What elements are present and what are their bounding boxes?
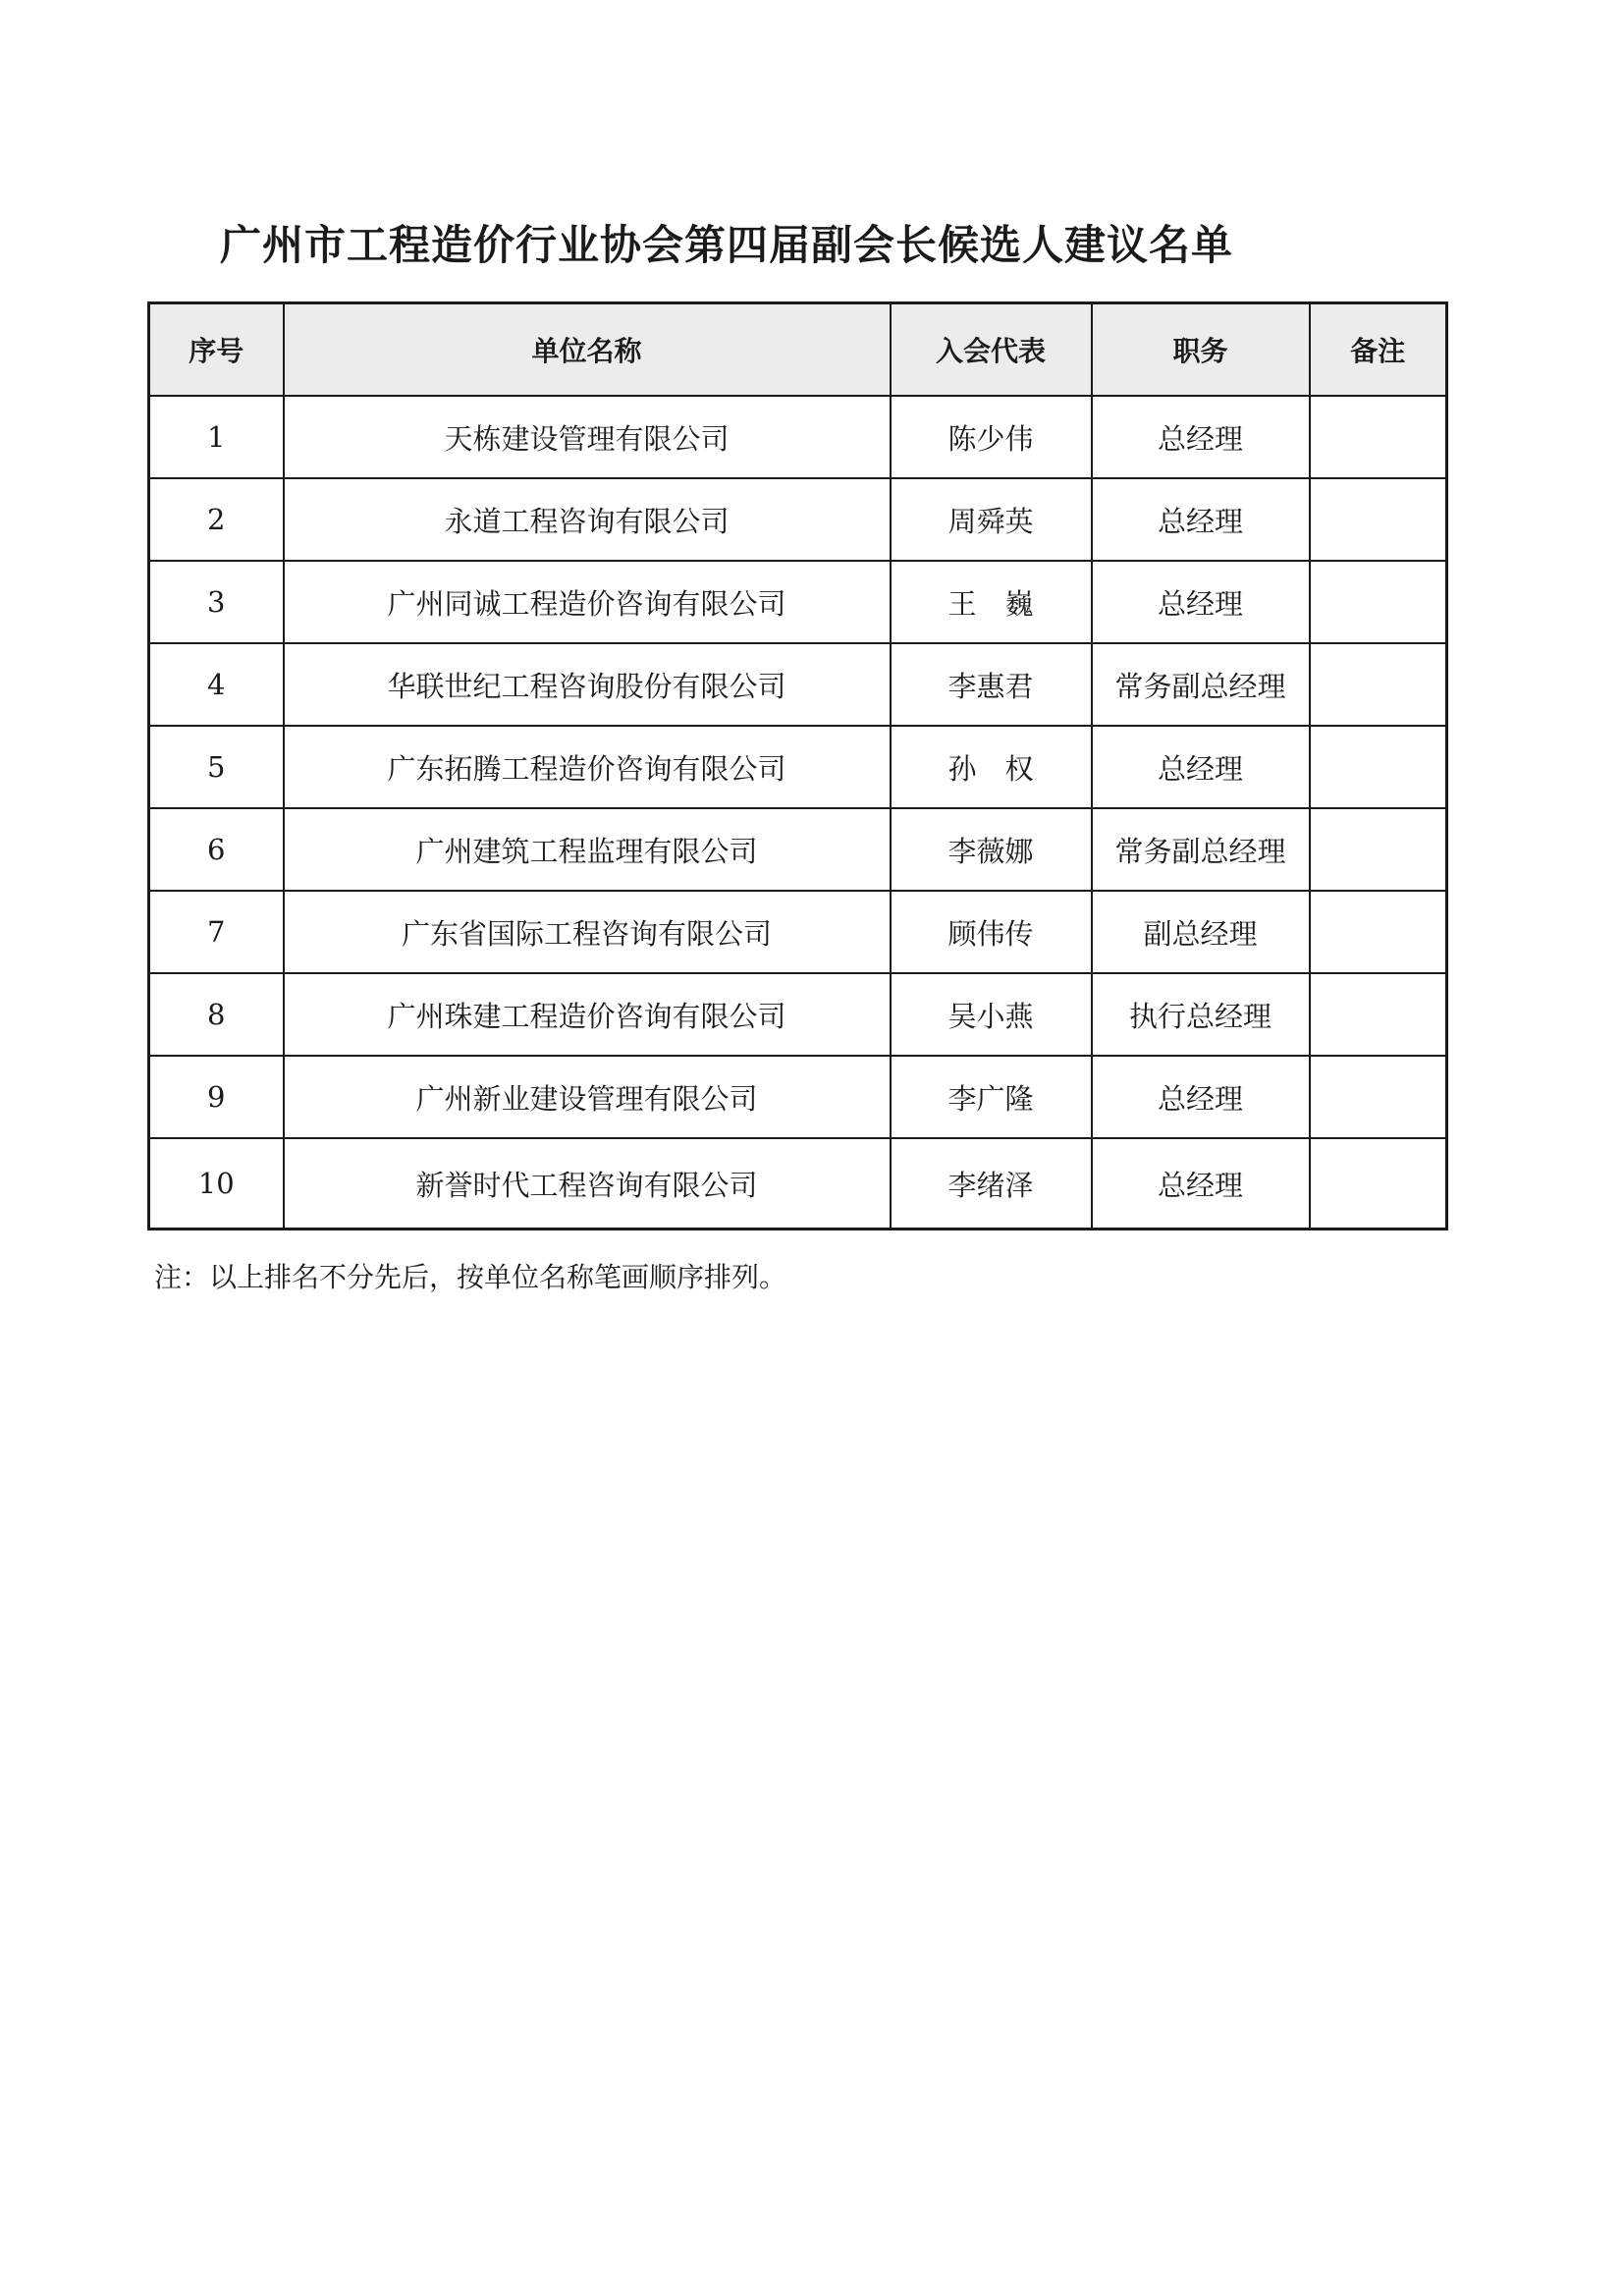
table-row [149, 726, 1447, 808]
table-row [149, 808, 1447, 891]
table-row [149, 643, 1447, 726]
cell-position: 总经理 [1092, 561, 1310, 643]
cell-seq: 3 [149, 561, 284, 643]
cell-seq: 8 [149, 973, 284, 1056]
cell-seq: 4 [149, 643, 284, 726]
table-row [149, 1138, 1447, 1230]
cell-rep: 吴小燕 [891, 973, 1092, 1056]
cell-position: 常务副总经理 [1092, 643, 1310, 726]
cell-note [1310, 973, 1447, 1056]
cell-seq: 9 [149, 1056, 284, 1138]
cell-rep: 陈少伟 [891, 396, 1092, 478]
table-row [149, 561, 1447, 643]
cell-note [1310, 726, 1447, 808]
cell-unit: 天栋建设管理有限公司 [284, 396, 891, 478]
table-row [149, 396, 1447, 478]
cell-note [1310, 1056, 1447, 1138]
cell-unit: 广州同诚工程造价咨询有限公司 [284, 561, 891, 643]
header-unit: 单位名称 [284, 303, 891, 397]
cell-unit: 广州珠建工程造价咨询有限公司 [284, 973, 891, 1056]
cell-seq: 10 [149, 1138, 284, 1230]
header-seq: 序号 [149, 303, 284, 397]
cell-unit: 广州新业建设管理有限公司 [284, 1056, 891, 1138]
footnote: 注：以上排名不分先后，按单位名称笔画顺序排列。 [154, 1261, 787, 1293]
cell-unit: 广州建筑工程监理有限公司 [284, 808, 891, 891]
header-rep: 入会代表 [891, 303, 1092, 397]
table-row [149, 478, 1447, 561]
cell-rep: 周舜英 [891, 478, 1092, 561]
cell-note [1310, 396, 1447, 478]
cell-position: 常务副总经理 [1092, 808, 1310, 891]
header-position: 职务 [1092, 303, 1310, 397]
cell-note [1310, 561, 1447, 643]
cell-unit: 广东省国际工程咨询有限公司 [284, 891, 891, 973]
cell-note [1310, 643, 1447, 726]
cell-unit: 广东拓腾工程造价咨询有限公司 [284, 726, 891, 808]
cell-seq: 2 [149, 478, 284, 561]
cell-rep: 王 巍 [891, 561, 1092, 643]
cell-rep: 顾伟传 [891, 891, 1092, 973]
candidate-table [147, 301, 1448, 1230]
cell-unit: 永道工程咨询有限公司 [284, 478, 891, 561]
cell-rep: 李惠君 [891, 643, 1092, 726]
cell-position: 总经理 [1092, 726, 1310, 808]
cell-note [1310, 891, 1447, 973]
header-note: 备注 [1310, 303, 1447, 397]
cell-unit: 新誉时代工程咨询有限公司 [284, 1138, 891, 1230]
cell-seq: 7 [149, 891, 284, 973]
cell-position: 执行总经理 [1092, 973, 1310, 1056]
cell-unit: 华联世纪工程咨询股份有限公司 [284, 643, 891, 726]
cell-note [1310, 478, 1447, 561]
cell-position: 总经理 [1092, 1056, 1310, 1138]
cell-note [1310, 808, 1447, 891]
cell-position: 副总经理 [1092, 891, 1310, 973]
cell-seq: 1 [149, 396, 284, 478]
cell-note [1310, 1138, 1447, 1230]
table-row [149, 973, 1447, 1056]
cell-position: 总经理 [1092, 478, 1310, 561]
document-title: 广州市工程造价行业协会第四届副会长候选人建议名单 [219, 221, 1233, 269]
cell-rep: 孙 权 [891, 726, 1092, 808]
cell-rep: 李广隆 [891, 1056, 1092, 1138]
table-row [149, 891, 1447, 973]
cell-position: 总经理 [1092, 396, 1310, 478]
cell-rep: 李薇娜 [891, 808, 1092, 891]
cell-rep: 李绪泽 [891, 1138, 1092, 1230]
table-header-row [149, 303, 1447, 397]
cell-seq: 5 [149, 726, 284, 808]
cell-seq: 6 [149, 808, 284, 891]
table-row [149, 1056, 1447, 1138]
cell-position: 总经理 [1092, 1138, 1310, 1230]
